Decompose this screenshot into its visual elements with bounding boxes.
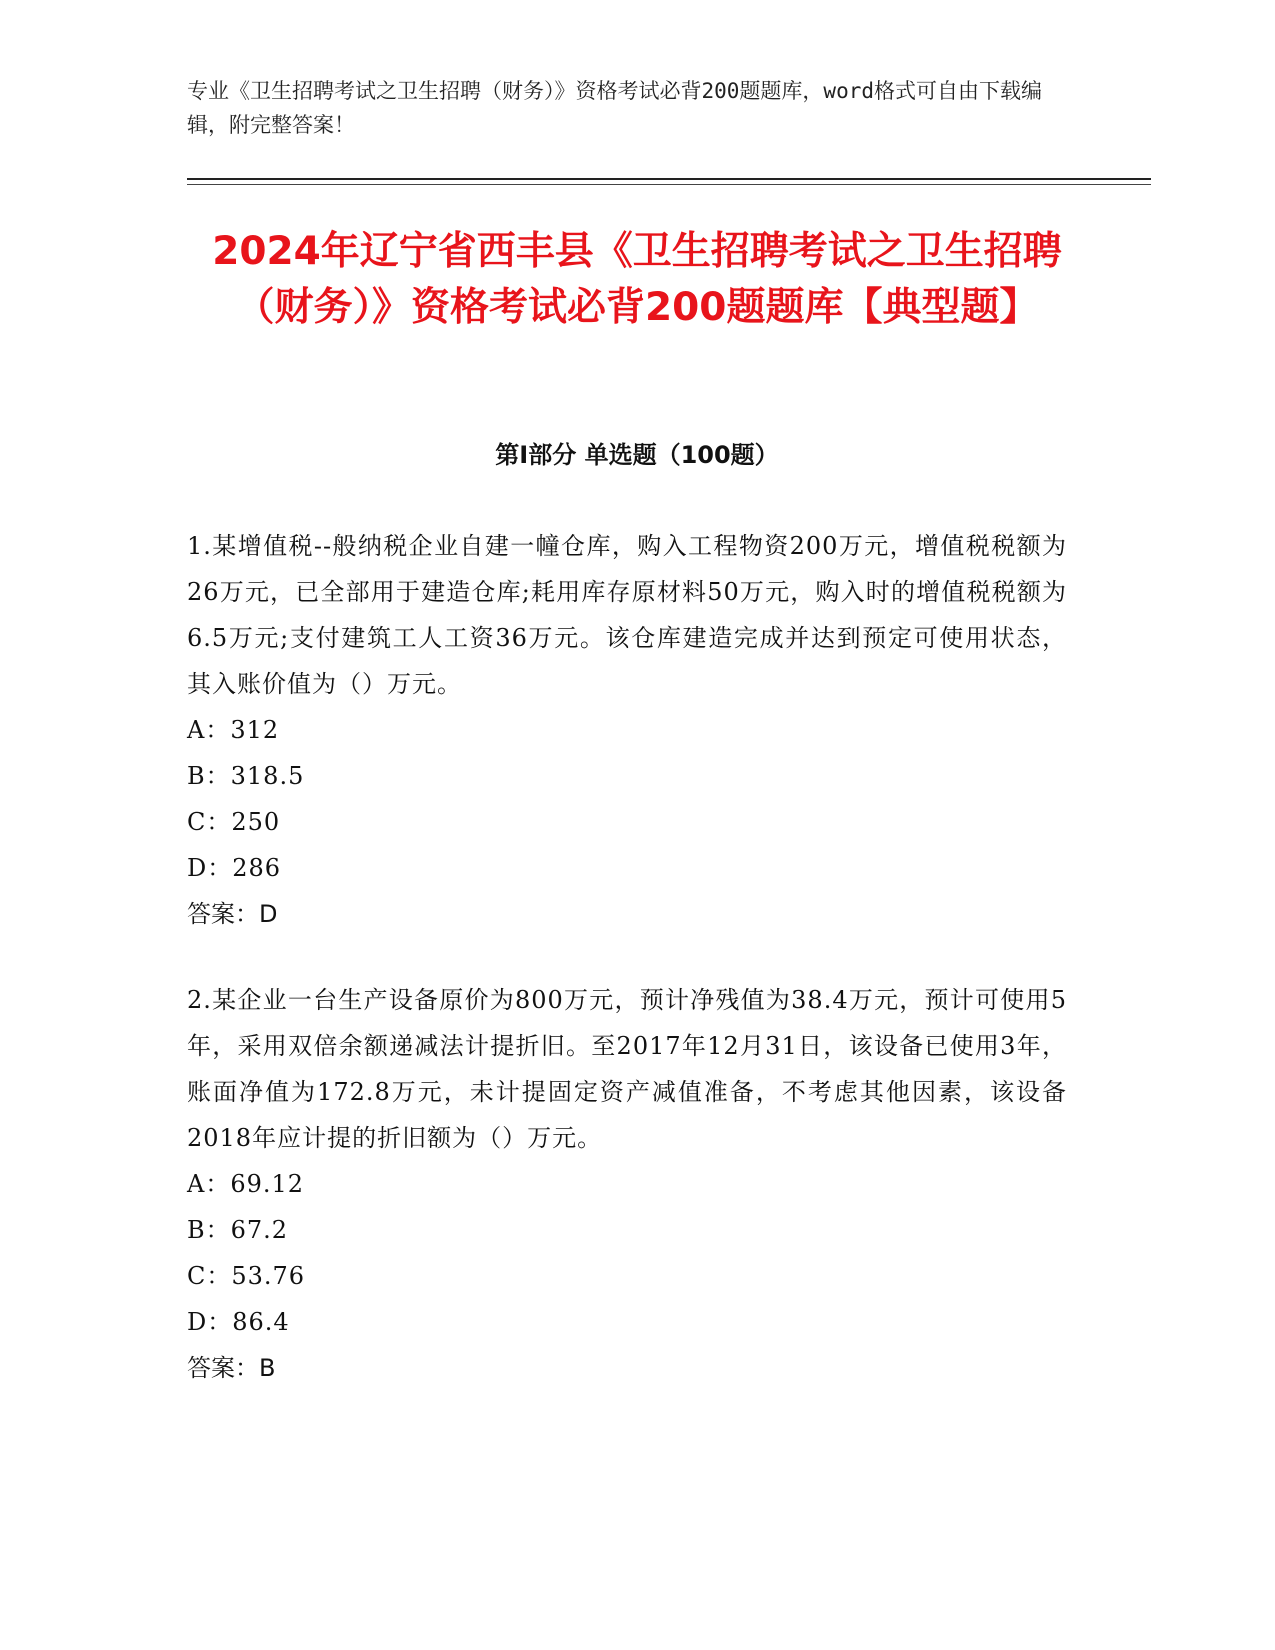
document-title: 2024年辽宁省西丰县《卫生招聘考试之卫生招聘（财务）》资格考试必背200题题库【典型题】 xyxy=(212,229,1062,330)
answer-line: 答案：D xyxy=(187,900,278,928)
option-c: C：53.76 xyxy=(187,1262,306,1290)
header-divider-thick xyxy=(187,178,1151,180)
question-stem: 1.某增值税--般纳税企业自建一幢仓库，购入工程物资200万元，增值税税额为26万元，已全部用于建造仓库;耗用库存原材料50万元，购入时的增值税税额为6.5万元;支付建筑工人工资36万元。该仓库建造完成并达到预定可使用状态，其入账价值为（）万元。 xyxy=(187,532,1067,698)
option-a: A：69.12 xyxy=(187,1170,305,1198)
option-d: D：86.4 xyxy=(187,1308,290,1336)
question-1 xyxy=(187,523,1067,937)
header-note: 专业《卫生招聘考试之卫生招聘（财务）》资格考试必背200题题库，word格式可自由下载编辑，附完整答案！ xyxy=(187,79,1042,137)
option-a: A：312 xyxy=(187,716,280,744)
option-b: B：318.5 xyxy=(187,762,305,790)
answer-line: 答案：B xyxy=(187,1354,276,1382)
question-stem: 2.某企业一台生产设备原价为800万元，预计净残值为38.4万元，预计可使用5年，采用双倍余额递减法计提折旧。至2017年12月31日，该设备已使用3年，账面净值为172.8万元，未计提固定资产减值准备，不考虑其他因素，该设备2018年应计提的折旧额为（）万元。 xyxy=(187,986,1067,1152)
header-divider-thin xyxy=(187,184,1151,185)
question-2 xyxy=(187,977,1067,1391)
option-b: B：67.2 xyxy=(187,1216,289,1244)
option-d: D：286 xyxy=(187,854,282,882)
section-heading: 第Ⅰ部分 单选题（100题） xyxy=(495,441,779,469)
option-c: C：250 xyxy=(187,808,281,836)
